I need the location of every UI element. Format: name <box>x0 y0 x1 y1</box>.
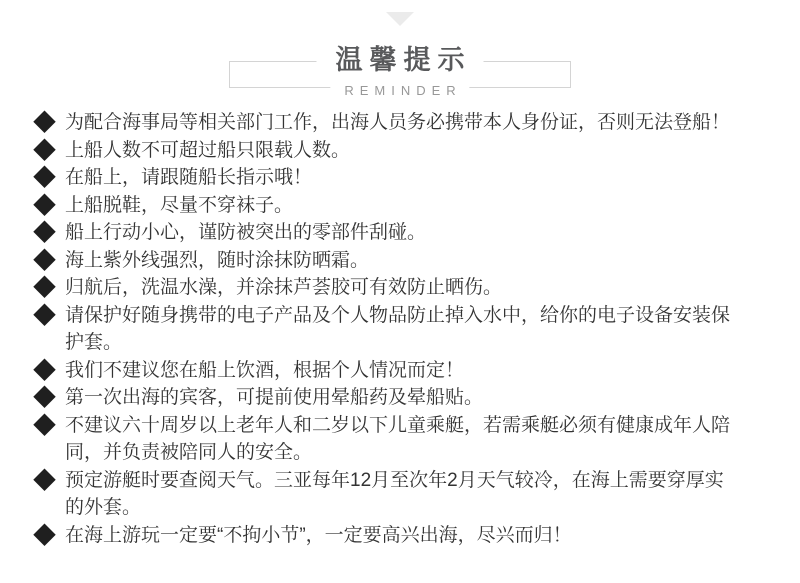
list-item <box>33 522 740 550</box>
list-item <box>33 467 740 522</box>
diamond-bullet-icon: ◆ <box>33 301 56 328</box>
list-item <box>33 192 740 220</box>
reminder-text: 请保护好随身携带的电子产品及个人物品防止掉入水中，给你的电子设备安装保护套。 <box>65 304 731 353</box>
diamond-bullet-icon: ◆ <box>33 246 56 273</box>
reminder-text: 船上行动小心，谨防被突出的零部件刮碰。 <box>65 222 427 243</box>
diamond-bullet-icon: ◆ <box>33 274 56 300</box>
reminder-text: 归航后，洗温水澡，并涂抹芦荟胶可有效防止晒伤。 <box>65 277 503 298</box>
list-item <box>33 384 740 412</box>
reminder-list <box>0 109 800 549</box>
list-item <box>33 164 740 192</box>
list-item <box>33 274 740 302</box>
diamond-bullet-icon: ◆ <box>33 356 56 383</box>
reminder-text: 上船脱鞋，尽量不穿袜子。 <box>65 194 294 216</box>
list-item <box>33 247 740 275</box>
triangle-down-icon <box>386 12 414 26</box>
list-item <box>33 412 740 467</box>
diamond-bullet-icon: ◆ <box>33 191 56 218</box>
reminder-text: 预定游艇时要查阅天气。三亚每年12月至次年2月天气较冷，在海上需要穿厚实的外套。 <box>65 469 724 518</box>
diamond-bullet-icon: ◆ <box>33 384 56 410</box>
page-subtitle: REMINDER <box>330 84 469 97</box>
diamond-bullet-icon: ◆ <box>33 411 56 438</box>
list-item <box>33 219 740 247</box>
reminder-text: 为配合海事局等相关部门工作，出海人员务必携带本人身份证，否则无法登船！ <box>65 112 731 133</box>
reminder-text: 海上紫外线强烈，随时涂抹防晒霜。 <box>65 249 370 271</box>
reminder-text: 在船上，请跟随船长指示哦！ <box>65 167 313 188</box>
list-item <box>33 109 740 137</box>
diamond-bullet-icon: ◆ <box>33 109 56 135</box>
list-item <box>33 357 740 385</box>
reminder-text: 我们不建议您在船上饮酒，根据个人情况而定！ <box>65 359 465 381</box>
reminder-text: 上船人数不可超过船只限载人数。 <box>65 139 351 161</box>
reminder-text: 第一次出海的宾客，可提前使用晕船药及晕船贴。 <box>65 387 484 408</box>
diamond-bullet-icon: ◆ <box>33 219 56 245</box>
header-box <box>229 45 571 98</box>
diamond-bullet-icon: ◆ <box>33 521 56 548</box>
reminder-text: 不建议六十周岁以上老年人和二岁以下儿童乘艇，若需乘艇必须有健康成年人陪同，并负责被陪同人的安全。 <box>65 414 731 463</box>
reminder-text: 在海上游玩一定要“不拘小节”，一定要高兴出海，尽兴而归！ <box>65 524 572 546</box>
diamond-bullet-icon: ◆ <box>33 466 56 493</box>
diamond-bullet-icon: ◆ <box>33 164 56 190</box>
diamond-bullet-icon: ◆ <box>33 136 56 163</box>
list-item <box>33 137 740 165</box>
list-item <box>33 302 740 357</box>
page-title: 温馨提示 <box>317 44 484 76</box>
